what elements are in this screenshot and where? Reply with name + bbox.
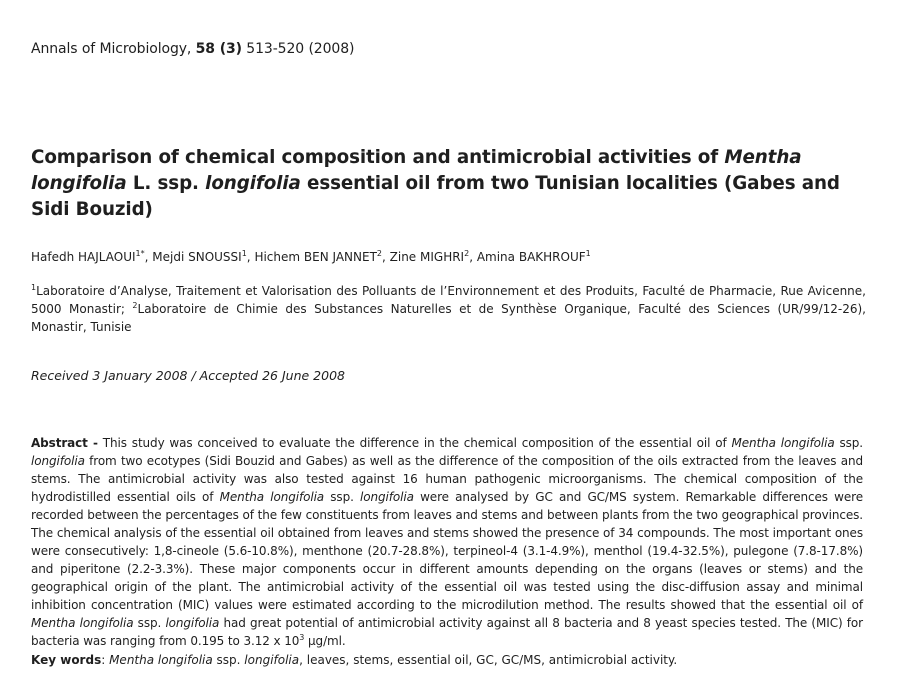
abstract: Abstract - This study was conceived to evaluate the difference in the chemical composition of the essential oil of Mentha longifolia ssp. longifolia from two ecotypes (Sidi Bouzid and Gabes) as well as the difference of the composition of the oils extracted from the leaves and stems. The antimicrobial activity was also tested against 16 human pathogenic microorganisms. The chemical composition of the hydrodistilled essential oils of Mentha longifolia ssp. longifolia were analysed by GC and GC/MS system. Remarkable differences were recorded between the percentages of the few constituents from leaves and stems and between plants from the two geographical provinces. The chemical analysis of the essential oil obtained from leaves and stems showed the presence of 34 compounds. The most important ones were consecutively: 1,8-cineole (5.6-10.8%), menthone (20.7-28.8%), terpineol-4 (3.1-4.9%), menthol (19.4-32.5%), pulegone (7.8-17.8%) and piperitone (2.2-3.3%). These major components occur in different amounts depending on the organs (leaves or stems) and the geographical origin of the plant. The antimicrobial activity of the essential oil was tested using the disc-diffusion assay and minimal inhibition concentration (MIC) values were estimated according to the microdilution method. The results showed that the essential oil of Mentha longifolia ssp. longifolia had great potential of antimicrobial activity against all 8 bacteria and 8 yeast species tested. The (MIC) for bacteria was ranging from 0.195 to 3.12 x $10^3$ µg/ml.: [31, 436, 863, 648]
author: Hichem BEN JANNET$^2$,: [254, 249, 390, 264]
title-text-2: L. ssp.: [126, 173, 206, 194]
journal-citation: [31, 41, 354, 57]
affiliation-text: Laboratoire de Chimie des Substances Naturelles et de Synthèse Organique, Faculté des Sciences (UR/99/12-26), Monastir, Tunisie: [31, 302, 866, 334]
author: Hafedh $HAJLAOUI^{1*}$,: [31, 249, 153, 264]
keywords: Key words: Mentha longifolia ssp. longifolia, leaves, stems, essential oil, GC, GC/MS, antimicrobial activity.: [31, 653, 678, 667]
author-list: [31, 250, 591, 264]
received-accepted-dates: Received 3 January 2008 / Accepted 26 June 2008: [31, 368, 345, 383]
title-subspecies: longifolia: [205, 173, 301, 194]
title-species: Mentha longifolia: [31, 147, 802, 194]
title-text-1: Comparison of chemical composition and antimicrobial activities of: [31, 147, 725, 168]
abstract-label: Abstract -: [31, 436, 98, 450]
affiliations: [31, 282, 866, 336]
journal-volume-issue: 58 (3): [195, 41, 242, 57]
affiliation-text: Laboratoire d’Analyse, Traitement et Valorisation des Polluants de l’Environnement et des Produits, Faculté de Pharmacie, Rue Avicenne, 5000 Monastir;: [31, 284, 866, 316]
title-text-3: essential oil from two Tunisian localities (Gabes and Sidi Bouzid): [31, 173, 840, 220]
author: Amina BAKHROUF$^1$: [476, 249, 591, 264]
author: Zine MIGHRI$^2$,: [389, 249, 477, 264]
paper-title: [31, 145, 871, 223]
journal-name: Annals of Microbiology,: [31, 41, 192, 57]
keywords-label: Key words: [31, 653, 102, 667]
journal-pages-year: 513-520 (2008): [246, 41, 355, 57]
affiliation-number: 2: [132, 301, 138, 310]
author: Mejdi SNOUSSI$^1$,: [152, 249, 255, 264]
affiliation-number: 1: [31, 283, 37, 292]
